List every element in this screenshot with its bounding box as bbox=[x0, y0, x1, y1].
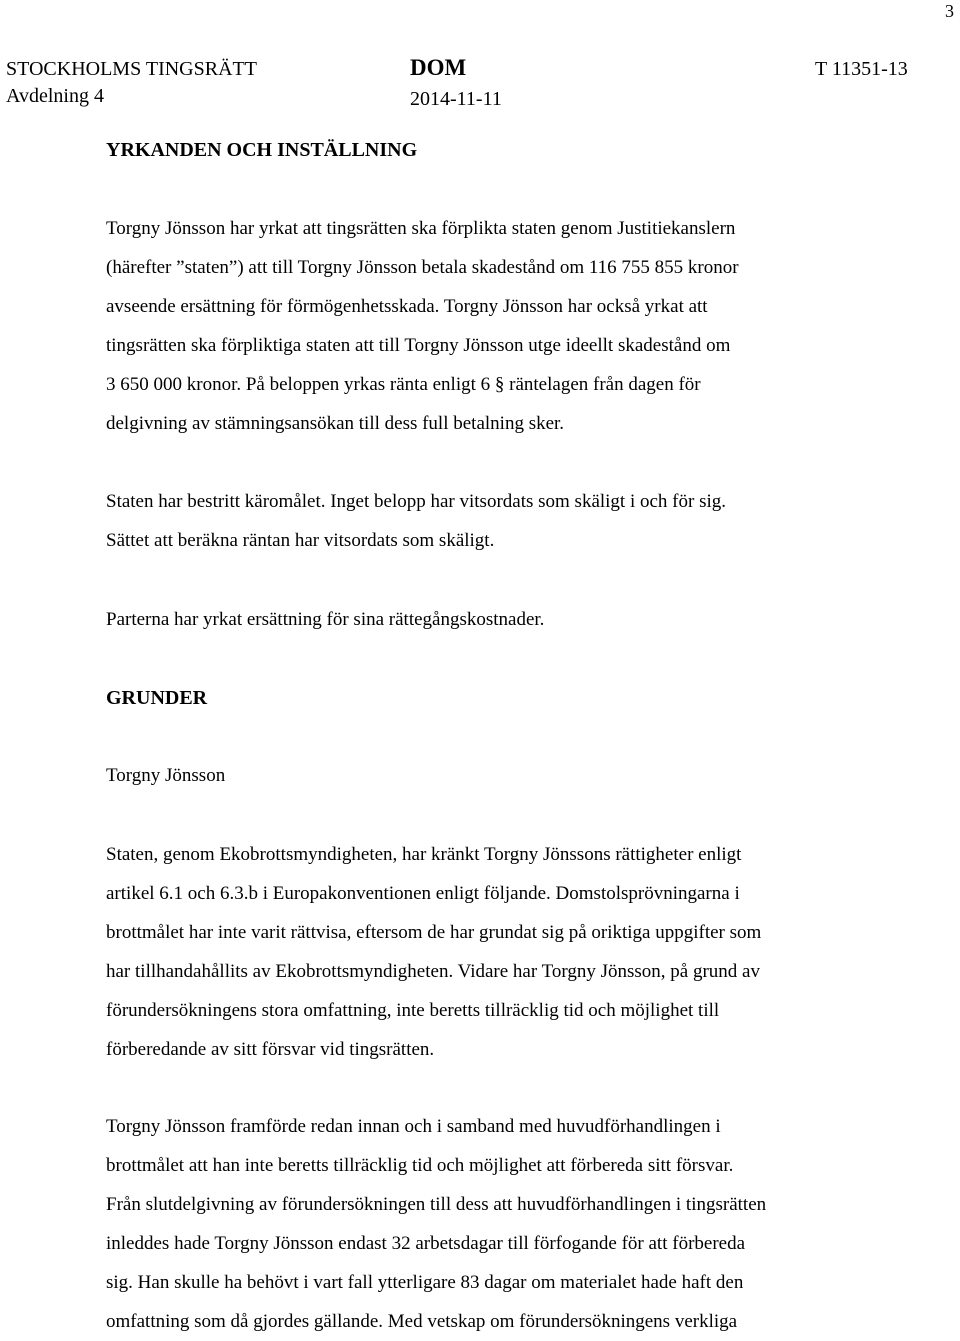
claims-heading: YRKANDEN OCH INSTÄLLNING bbox=[106, 139, 418, 161]
text-line: tingsrätten ska förpliktiga staten att till Torgny Jönsson utge ideellt skadestånd om bbox=[106, 335, 731, 356]
text-line: brottmålet har inte varit rättvisa, eftersom de har grundat sig på oriktiga uppgifter som bbox=[106, 922, 762, 943]
text-line: 3 650 000 kronor. På beloppen yrkas ränta enligt 6 § räntelagen från dagen för bbox=[106, 374, 701, 395]
text-line: sig. Han skulle ha behövt i vart fall ytterligare 83 dagar om materialet hade haft den bbox=[106, 1272, 744, 1293]
text-line: Sättet att beräkna räntan har vitsordats som skäligt. bbox=[106, 530, 495, 551]
text-line: avseende ersättning för förmögenhetsskada. Torgny Jönsson har också yrkat att bbox=[106, 296, 708, 317]
court-name: STOCKHOLMS TINGSRÄTT bbox=[6, 58, 257, 80]
case-number: T 11351-13 bbox=[815, 58, 908, 80]
text-line: brottmålet att han inte beretts tillräcklig tid och möjlighet att förbereda sitt försvar. bbox=[106, 1155, 734, 1176]
page-number: 3 bbox=[945, 1, 954, 21]
grounds-paragraph-1 bbox=[106, 835, 761, 1069]
text-line: (härefter ”staten”) att till Torgny Jönsson betala skadestånd om 116 755 855 kronor bbox=[106, 257, 739, 278]
text-line: delgivning av stämningsansökan till dess full betalning sker. bbox=[106, 413, 565, 434]
text-line: Torgny Jönsson framförde redan innan och i samband med huvudförhandlingen i bbox=[106, 1116, 721, 1137]
party-name: Torgny Jönsson bbox=[106, 765, 226, 786]
claims-paragraph-2 bbox=[106, 482, 726, 560]
text-line: inleddes hade Torgny Jönsson endast 32 arbetsdagar till förfogande för att förbereda bbox=[106, 1233, 746, 1254]
claims-paragraph-1 bbox=[106, 209, 739, 443]
grounds-heading: GRUNDER bbox=[106, 687, 208, 709]
text-line: Parterna har yrkat ersättning för sina rättegångskostnader. bbox=[106, 609, 545, 630]
text-line: Torgny Jönsson har yrkat att tingsrätten ska förplikta staten genom Justitiekanslern bbox=[106, 218, 736, 239]
text-line: förberedande av sitt försvar vid tingsrätten. bbox=[106, 1039, 435, 1060]
document-type: DOM bbox=[410, 55, 467, 80]
text-line: Från slutdelgivning av förundersökningen till dess att huvudförhandlingen i tingsrätten bbox=[106, 1194, 767, 1215]
text-line: artikel 6.1 och 6.3.b i Europakonventionen enligt följande. Domstolsprövningarna i bbox=[106, 883, 740, 904]
claims-paragraph-3 bbox=[106, 600, 544, 639]
grounds-subheading bbox=[106, 756, 225, 795]
grounds-paragraph-2 bbox=[106, 1107, 766, 1341]
text-line: Staten har bestritt käromålet. Inget belopp har vitsordats som skäligt i och för sig. bbox=[106, 491, 727, 512]
text-line: Staten, genom Ekobrottsmyndigheten, har kränkt Torgny Jönssons rättigheter enligt bbox=[106, 844, 742, 865]
text-line: har tillhandahållits av Ekobrottsmyndigheten. Vidare har Torgny Jönsson, på grund av bbox=[106, 961, 760, 982]
court-division: Avdelning 4 bbox=[6, 85, 104, 107]
text-line: förundersökningens stora omfattning, inte beretts tillräcklig tid och möjlighet till bbox=[106, 1000, 720, 1021]
text-line: omfattning som då gjordes gällande. Med vetskap om förundersökningens verkliga bbox=[106, 1311, 738, 1332]
document-date: 2014-11-11 bbox=[410, 88, 502, 110]
